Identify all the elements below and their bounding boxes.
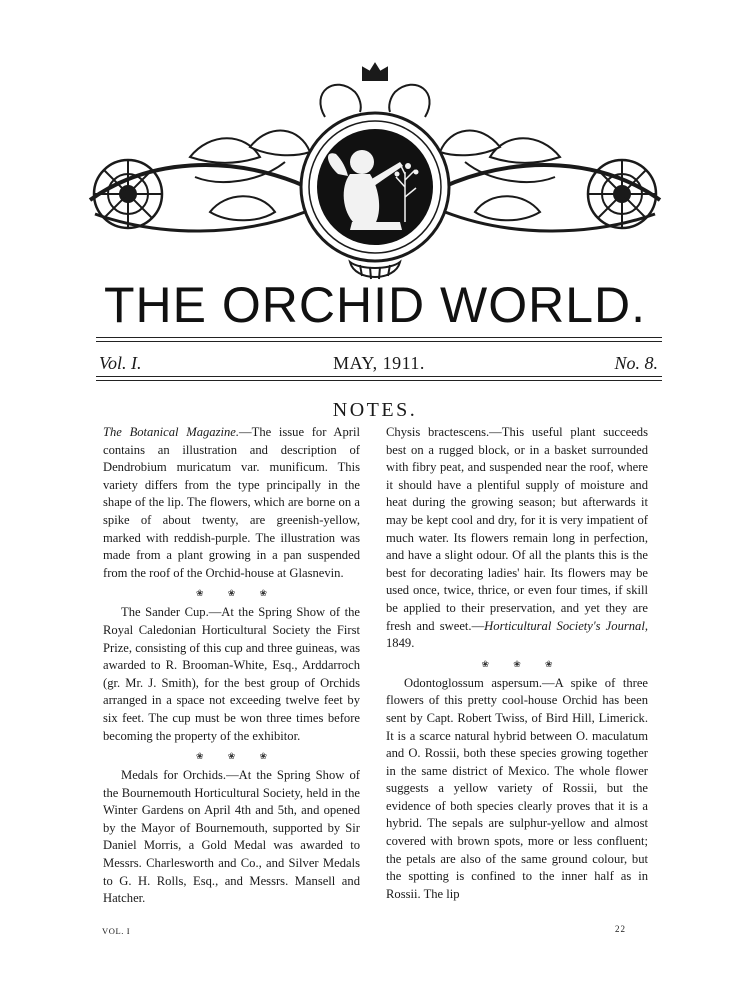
issue-volume: Vol. I. <box>99 353 142 373</box>
right-column <box>386 424 648 903</box>
masthead-rule-bottom-thin <box>96 376 662 377</box>
article-lead: The Botanical Magazine. <box>103 425 240 439</box>
article-source-year: 1849. <box>386 636 415 651</box>
article-sander-cup: The Sander Cup.—At the Spring Show of the Royal Caledonian Horticultural Society the First Prize, consisting of this cup and three guineas, was awarded to R. Brooman-White, Esq., Arddarroch (gr. Mr. J. Smith), for the best group of Orchids arranged in a space not exceeding twelve feet by six feet. The cup must be won three times before becoming the property of the exhibitor. <box>103 605 360 743</box>
section-divider-icon: ❀ ❀ ❀ <box>481 658 564 669</box>
header-ornament-icon <box>70 62 680 284</box>
masthead-title: THE ORCHID WORLD. <box>104 277 646 333</box>
masthead-rule-bottom <box>96 380 662 381</box>
article-text: Chysis bractescens.—This useful plant succeeds best on a rugged block, or in a basket surrounded with fibry peat, and suspended near the roof, where it should have a plentiful supply of moisture and heat during the growing season; but afterwards it may be kept cool and dry, for it is very impatient of much water. Its flowers remain long in perfection, and have a slight odour. Of all the plants this is the best for decorating ladies' hair. Its flowers may be used once, twice, thrice, or even four times, if skill be applied to their preservation, and yet they are fresh and sweet.— <box>386 425 648 633</box>
article-source: Horticultural Society's Journal, <box>484 618 649 633</box>
article-chysis-bractescens <box>386 424 648 653</box>
section-heading: NOTES. <box>332 399 418 421</box>
footer-volume: VOL. I <box>102 926 131 936</box>
left-column <box>103 424 360 908</box>
footer-page-number: 22 <box>615 924 626 934</box>
article-medals-for-orchids: Medals for Orchids.—At the Spring Show of the Bournemouth Horticultural Society, held in the Winter Gardens on April 4th and 5th, and opened by the Mayor of Bournemouth, supported by Sir Daniel Morris, a Gold Medal was awarded to Messrs. Charlesworth and Co., and Silver Medals to G. H. Rolls, Esq., and Messrs. Mansell and Hatcher. <box>103 768 360 906</box>
article-text: —The issue for April contains an illustration and description of Dendrobium muricatum var. munificum. This variety differs from the type principally in the shape of the lip. The flowers, which are borne on a spike of about twenty, are greenish-yellow, marked with reddish-purple. The illustration was made from a plant growing in a pan suspended from the roof of the Orchid-house at Glasnevin. <box>103 425 360 580</box>
article-botanical-magazine <box>103 424 360 582</box>
masthead-rule-top <box>96 337 662 338</box>
issue-number: No. 8. <box>614 353 658 373</box>
section-divider-icon: ❀ ❀ ❀ <box>195 588 279 599</box>
issue-info-row <box>96 350 662 376</box>
section-divider-icon: ❀ ❀ ❀ <box>195 751 279 762</box>
issue-date: MAY, 1911. <box>333 353 425 373</box>
article-odontoglossum-aspersum: Odontoglossum aspersum.—A spike of three flowers of this pretty cool-house Orchid has been sent by Capt. Robert Twiss, of Bird Hill, Limerick. It is a scarce natural hybrid between O. maculatum and O. Rossii, both these species growing together in the same district of Mexico. The whole flower suggests a yellow variety of Rossii, but the evidence of both species clearly proves that it is a hybrid. The sepals are sulphur-yellow and almost covered with brown spots, more or less confluent; the petals are also of the same ground colour, but the spotting is confined to the inner half as in Rossii. The lip <box>386 675 648 901</box>
masthead-rule-top-thin <box>96 341 662 342</box>
